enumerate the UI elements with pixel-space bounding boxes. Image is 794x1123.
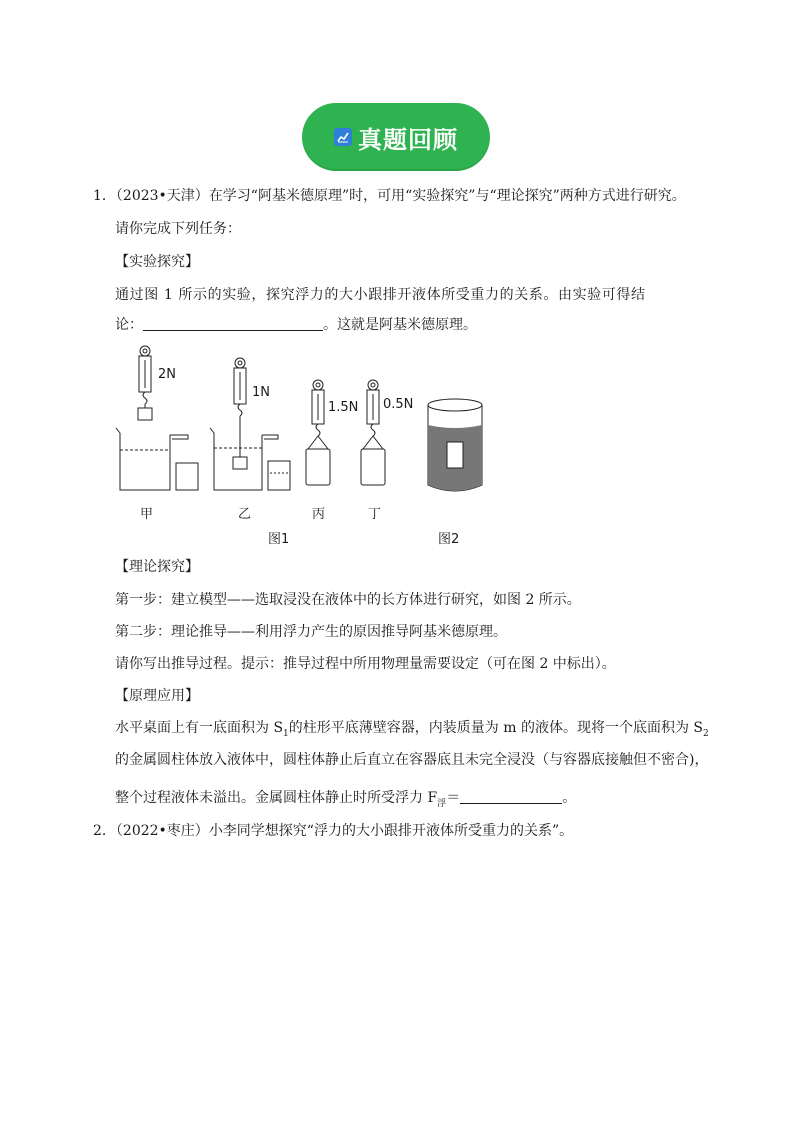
conclusion-line (115, 316, 477, 334)
spring-scale-jia (138, 346, 152, 420)
apply-sub-2: 2 (703, 728, 709, 739)
apply-sub-1: 1 (283, 728, 289, 739)
buoyancy-subscript: 浮 (437, 798, 447, 809)
figure1-caption: 图1 (268, 532, 290, 547)
theory-step1: 第一步：建立模型——选取浸没在液体中的长方体进行研究，如图 2 所示。 (115, 592, 581, 608)
q2-header (93, 822, 573, 840)
apply-text-c: 整个过程液体未溢出。金属圆柱体静止时所受浮力 F (115, 790, 438, 806)
apply-line-3 (115, 789, 576, 813)
apply-suffix: 。 (562, 790, 577, 806)
reading-bing: 1.5N (328, 400, 359, 415)
derive-prompt: 请你写出推导过程。提示：推导过程中所用物理量需要设定（可在图 2 中标出）。 (115, 656, 616, 672)
spring-scale-bing (306, 380, 330, 485)
apply-line-1 (115, 719, 709, 743)
conclusion-suffix: 。这就是阿基米德原理。 (323, 317, 477, 333)
overflow-beaker-jia (116, 428, 198, 490)
label-jia: 甲 (140, 507, 154, 522)
q1-source: （2023•天津） (115, 188, 209, 204)
reading-ding: 0.5N (383, 397, 414, 412)
chart-line-icon (334, 128, 352, 146)
q2-number: 2． (93, 823, 116, 839)
conclusion-answer-blank[interactable] (143, 316, 323, 331)
spring-scale-ding (361, 380, 385, 485)
section-experiment: 【实验探究】 (115, 254, 199, 270)
apply-equals: ＝ (446, 790, 461, 806)
buoyancy-answer-blank[interactable] (460, 789, 562, 804)
section-title: 真题回顾 (358, 125, 458, 154)
section-theory: 【理论探究】 (115, 559, 199, 575)
conclusion-prefix: 论： (115, 317, 143, 333)
reading-jia: 2N (158, 367, 176, 382)
section-apply: 【原理应用】 (115, 688, 199, 704)
label-ding: 丁 (368, 507, 382, 522)
apply-line-2: 的金属圆柱体放入液体中，圆柱体静止后直立在容器底且未完全浸没（与容器底接触但不密合)， (115, 752, 709, 768)
label-bing: 丙 (312, 507, 326, 522)
figure2-caption: 图2 (438, 532, 460, 547)
q2-text: 小李同学想探究“浮力的大小跟排开液体所受重力的关系”。 (208, 823, 574, 839)
theory-step2: 第二步：理论推导——利用浮力产生的原因推导阿基米德原理。 (115, 624, 507, 640)
experiment-figure (110, 345, 490, 545)
experiment-text: 通过图 1 所示的实验，探究浮力的大小跟排开液体所受重力的关系。由实验可得结 (115, 287, 646, 303)
q1-intro: 在学习“阿基米德原理”时，可用“实验探究”与“理论探究”两种方式进行研究。 (208, 188, 686, 204)
q1-header (93, 187, 686, 205)
section-title-badge (302, 103, 490, 171)
apply-text-a1: 水平桌面上有一底面积为 S (115, 720, 284, 736)
label-yi: 乙 (238, 507, 252, 522)
figure2-container (428, 399, 482, 491)
q2-source: （2022•枣庄） (115, 823, 209, 839)
q1-number: 1． (93, 188, 116, 204)
spring-scale-yi (233, 358, 247, 469)
overflow-beaker-yi (210, 428, 290, 490)
apply-text-a2: 的柱形平底薄壁容器，内装质量为 m 的液体。现将一个底面积为 S (288, 720, 703, 736)
reading-yi: 1N (252, 385, 270, 400)
q1-ask: 请你完成下列任务： (115, 221, 241, 237)
